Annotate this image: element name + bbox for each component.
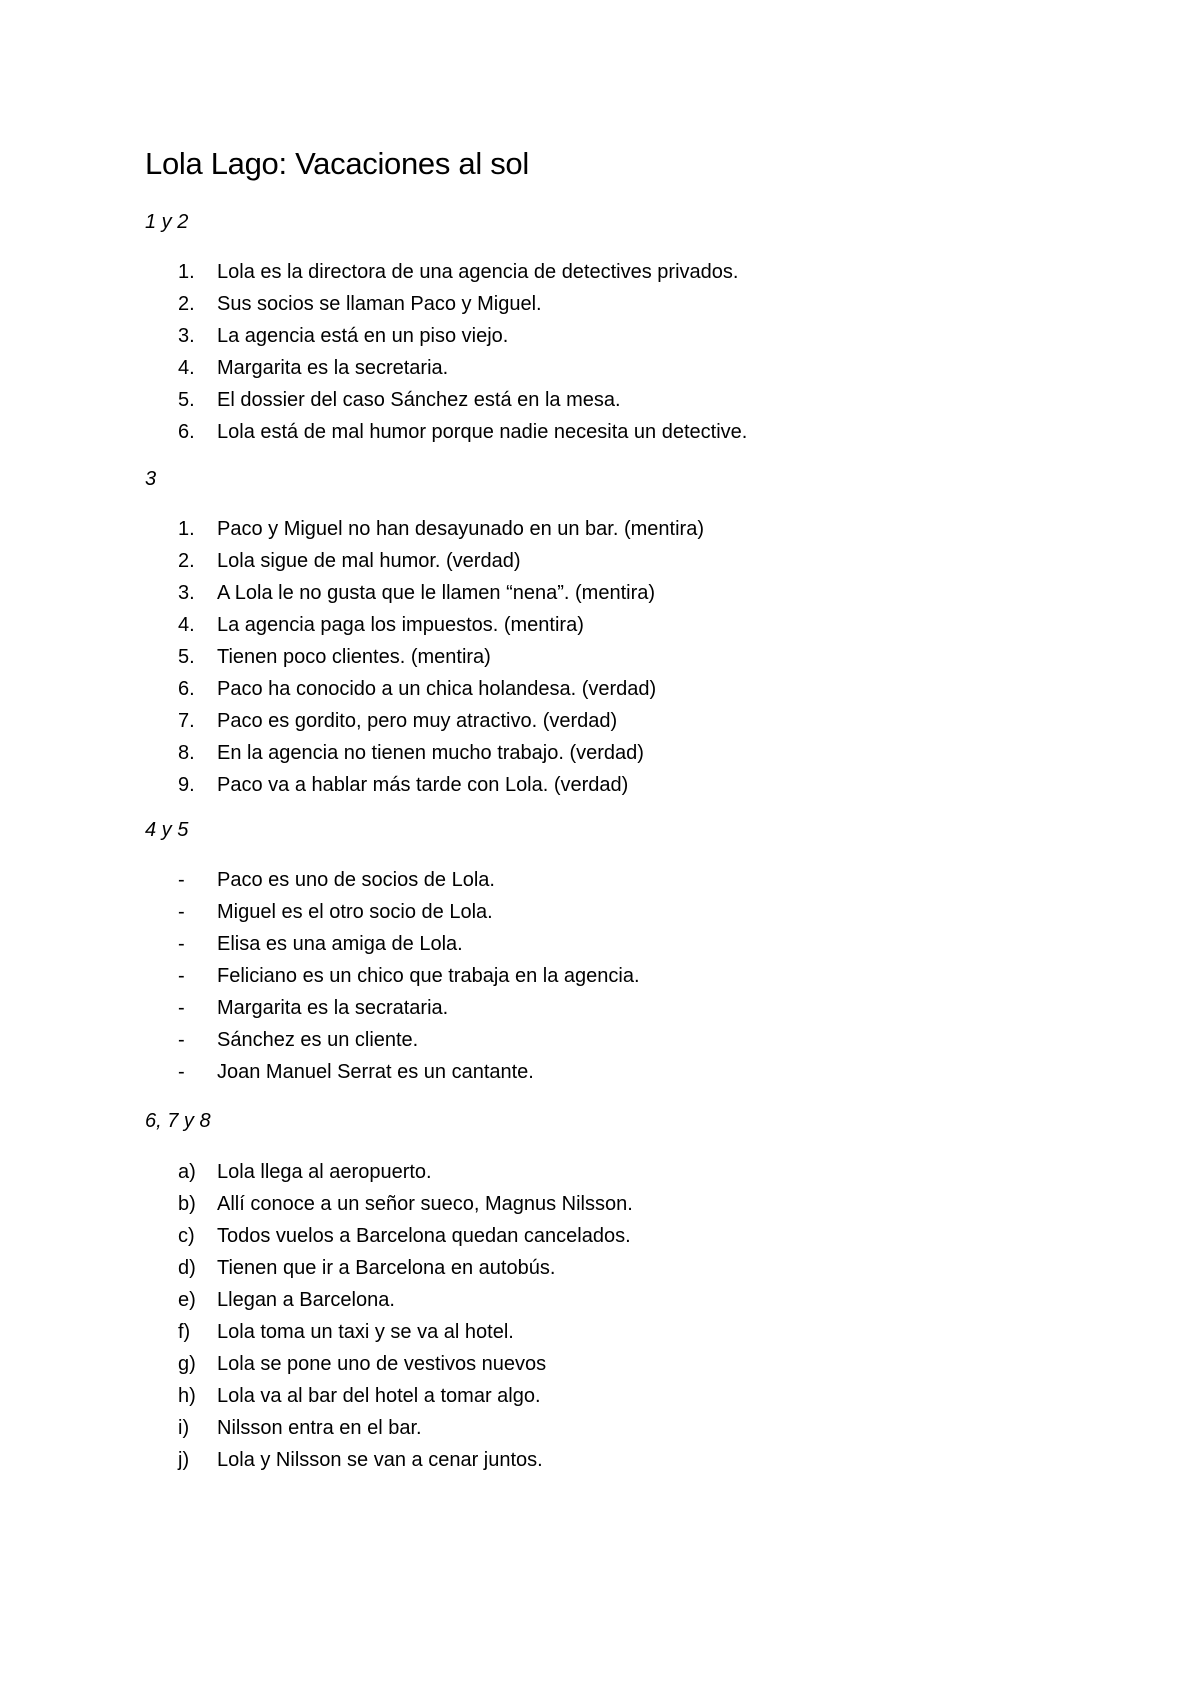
section-heading-1-y-2: 1 y 2 — [145, 211, 189, 233]
list-item-text: Sánchez es un cliente. — [217, 1029, 419, 1051]
list-marker: 7. — [178, 710, 195, 732]
list-marker: 2. — [178, 550, 195, 572]
list-item-text: A Lola le no gusta que le llamen “nena”. (mentira) — [217, 582, 656, 604]
section-heading-3: 3 — [145, 468, 157, 490]
list-item-text: Lola y Nilsson se van a cenar juntos. — [217, 1449, 543, 1471]
list-item-text: La agencia está en un piso viejo. — [217, 325, 509, 347]
list-item-text: Lola llega al aeropuerto. — [217, 1161, 432, 1183]
list-marker: - — [178, 901, 185, 923]
list-item-text: En la agencia no tienen mucho trabajo. (verdad) — [217, 742, 644, 764]
list-item-text: Llegan a Barcelona. — [217, 1289, 395, 1311]
list-item-text: Allí conoce a un señor sueco, Magnus Nilsson. — [217, 1193, 633, 1215]
list-marker: 1. — [178, 261, 195, 283]
list-item-text: Lola es la directora de una agencia de detectives privados. — [217, 261, 739, 283]
list-marker: a) — [178, 1161, 196, 1183]
list-item-text: Margarita es la secretaria. — [217, 357, 449, 379]
list-item-text: La agencia paga los impuestos. (mentira) — [217, 614, 584, 636]
list-marker: 6. — [178, 678, 195, 700]
list-item-text: Lola toma un taxi y se va al hotel. — [217, 1321, 514, 1343]
section-heading-4-y-5: 4 y 5 — [145, 819, 189, 841]
list-marker: j) — [178, 1449, 190, 1471]
list-marker: c) — [178, 1225, 195, 1247]
list-item-text: Lola va al bar del hotel a tomar algo. — [217, 1385, 541, 1407]
list-item-text: Miguel es el otro socio de Lola. — [217, 901, 493, 923]
section-heading-6-7-y-8: 6, 7 y 8 — [145, 1110, 211, 1132]
list-item-text: Paco es gordito, pero muy atractivo. (verdad) — [217, 710, 618, 732]
list-marker: 9. — [178, 774, 195, 796]
list-marker: 1. — [178, 518, 195, 540]
list-marker: 3. — [178, 325, 195, 347]
list-marker: 4. — [178, 357, 195, 379]
list-item-text: Nilsson entra en el bar. — [217, 1417, 422, 1439]
list-item-text: Paco es uno de socios de Lola. — [217, 869, 495, 891]
list-marker: e) — [178, 1289, 196, 1311]
list-marker: 5. — [178, 389, 195, 411]
list-marker: i) — [178, 1417, 190, 1439]
list-marker: - — [178, 1029, 185, 1051]
list-marker: - — [178, 933, 185, 955]
list-marker: h) — [178, 1385, 196, 1407]
list-marker: - — [178, 965, 185, 987]
list-marker: 2. — [178, 293, 195, 315]
list-marker: g) — [178, 1353, 196, 1375]
document-title: Lola Lago: Vacaciones al sol — [145, 146, 529, 181]
list-item-text: Paco ha conocido a un chica holandesa. (verdad) — [217, 678, 657, 700]
list-item-text: Todos vuelos a Barcelona quedan cancelados. — [217, 1225, 631, 1247]
list-marker: 4. — [178, 614, 195, 636]
list-item-text: Lola se pone uno de vestivos nuevos — [217, 1353, 547, 1375]
list-item-text: Tienen que ir a Barcelona en autobús. — [217, 1257, 556, 1279]
list-marker: 3. — [178, 582, 195, 604]
list-item-text: Lola está de mal humor porque nadie necesita un detective. — [217, 421, 748, 443]
list-marker: 5. — [178, 646, 195, 668]
list-item-text: Margarita es la secrataria. — [217, 997, 449, 1019]
list-item-text: Sus socios se llaman Paco y Miguel. — [217, 293, 542, 315]
list-item-text: Joan Manuel Serrat es un cantante. — [217, 1061, 534, 1083]
list-item-text: Paco va a hablar más tarde con Lola. (verdad) — [217, 774, 629, 796]
list-item-text: Paco y Miguel no han desayunado en un bar. (mentira) — [217, 518, 704, 540]
list-item-text: Lola sigue de mal humor. (verdad) — [217, 550, 521, 572]
list-marker: b) — [178, 1193, 196, 1215]
list-marker: - — [178, 997, 185, 1019]
list-marker: 8. — [178, 742, 195, 764]
list-item-text: Feliciano es un chico que trabaja en la agencia. — [217, 965, 640, 987]
list-marker: f) — [178, 1321, 191, 1343]
list-item-text: Elisa es una amiga de Lola. — [217, 933, 463, 955]
list-marker: d) — [178, 1257, 196, 1279]
list-item-text: El dossier del caso Sánchez está en la mesa. — [217, 389, 621, 411]
list-marker: - — [178, 1061, 185, 1083]
list-item-text: Tienen poco clientes. (mentira) — [217, 646, 491, 668]
list-marker: 6. — [178, 421, 195, 443]
list-marker: - — [178, 869, 185, 891]
